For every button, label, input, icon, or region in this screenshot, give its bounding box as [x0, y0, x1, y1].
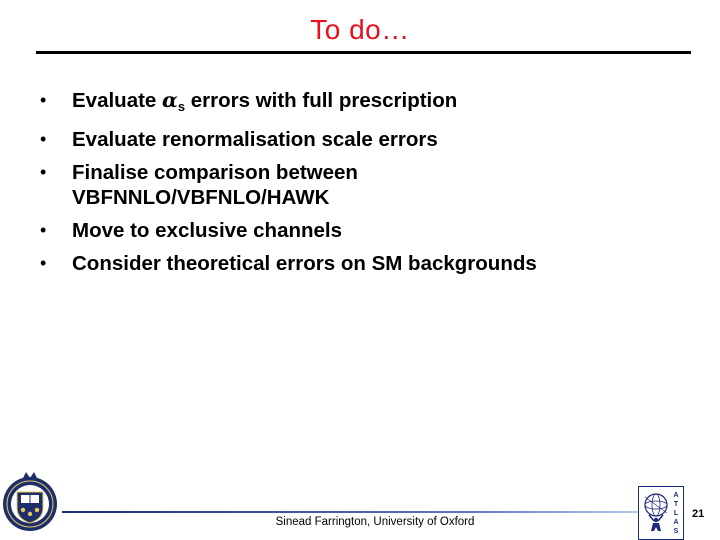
bullet-item-alpha-s [40, 84, 537, 123]
bullet-item-comparison [40, 156, 537, 214]
title-underline [36, 51, 691, 54]
bullet-list [40, 84, 537, 280]
bullet-text-line2: VBFNNLO/VBFNLO/HAWK [72, 186, 330, 209]
bullet-text: Consider theoretical errors on SM backgrounds [72, 252, 537, 275]
bullet-text-pre: Evaluate [72, 89, 163, 112]
bullet-item-renormalisation [40, 123, 537, 156]
bullet-text-line1: Finalise comparison between [72, 161, 358, 184]
footer-rule [62, 511, 642, 513]
atlas-logo-icon [638, 486, 684, 540]
bullet-dot-icon: • [40, 90, 47, 110]
atlas-letter: T [673, 501, 679, 508]
alpha-symbol: α [162, 88, 178, 112]
bullet-item-exclusive [40, 214, 537, 247]
bullet-dot-icon: • [40, 162, 47, 182]
page-number: 21 [692, 508, 705, 520]
footer-author: Sinead Farrington, University of Oxford [275, 516, 475, 528]
alpha-subscript: s [177, 99, 186, 114]
bullet-dot-icon: • [40, 129, 47, 149]
slide-title: To do… [310, 14, 410, 45]
oxford-crest-icon [0, 466, 60, 538]
bullet-text-post: errors with full prescription [185, 89, 458, 112]
atlas-letter: S [673, 528, 679, 535]
bullet-dot-icon: • [40, 253, 47, 273]
atlas-letter: A [673, 492, 679, 499]
atlas-letter: L [673, 510, 679, 517]
atlas-letter: A [673, 519, 679, 526]
bullet-dot-icon: • [40, 220, 47, 240]
bullet-text: Evaluate renormalisation scale errors [72, 128, 438, 151]
bullet-item-backgrounds [40, 247, 537, 280]
bullet-text: Move to exclusive channels [72, 219, 343, 242]
